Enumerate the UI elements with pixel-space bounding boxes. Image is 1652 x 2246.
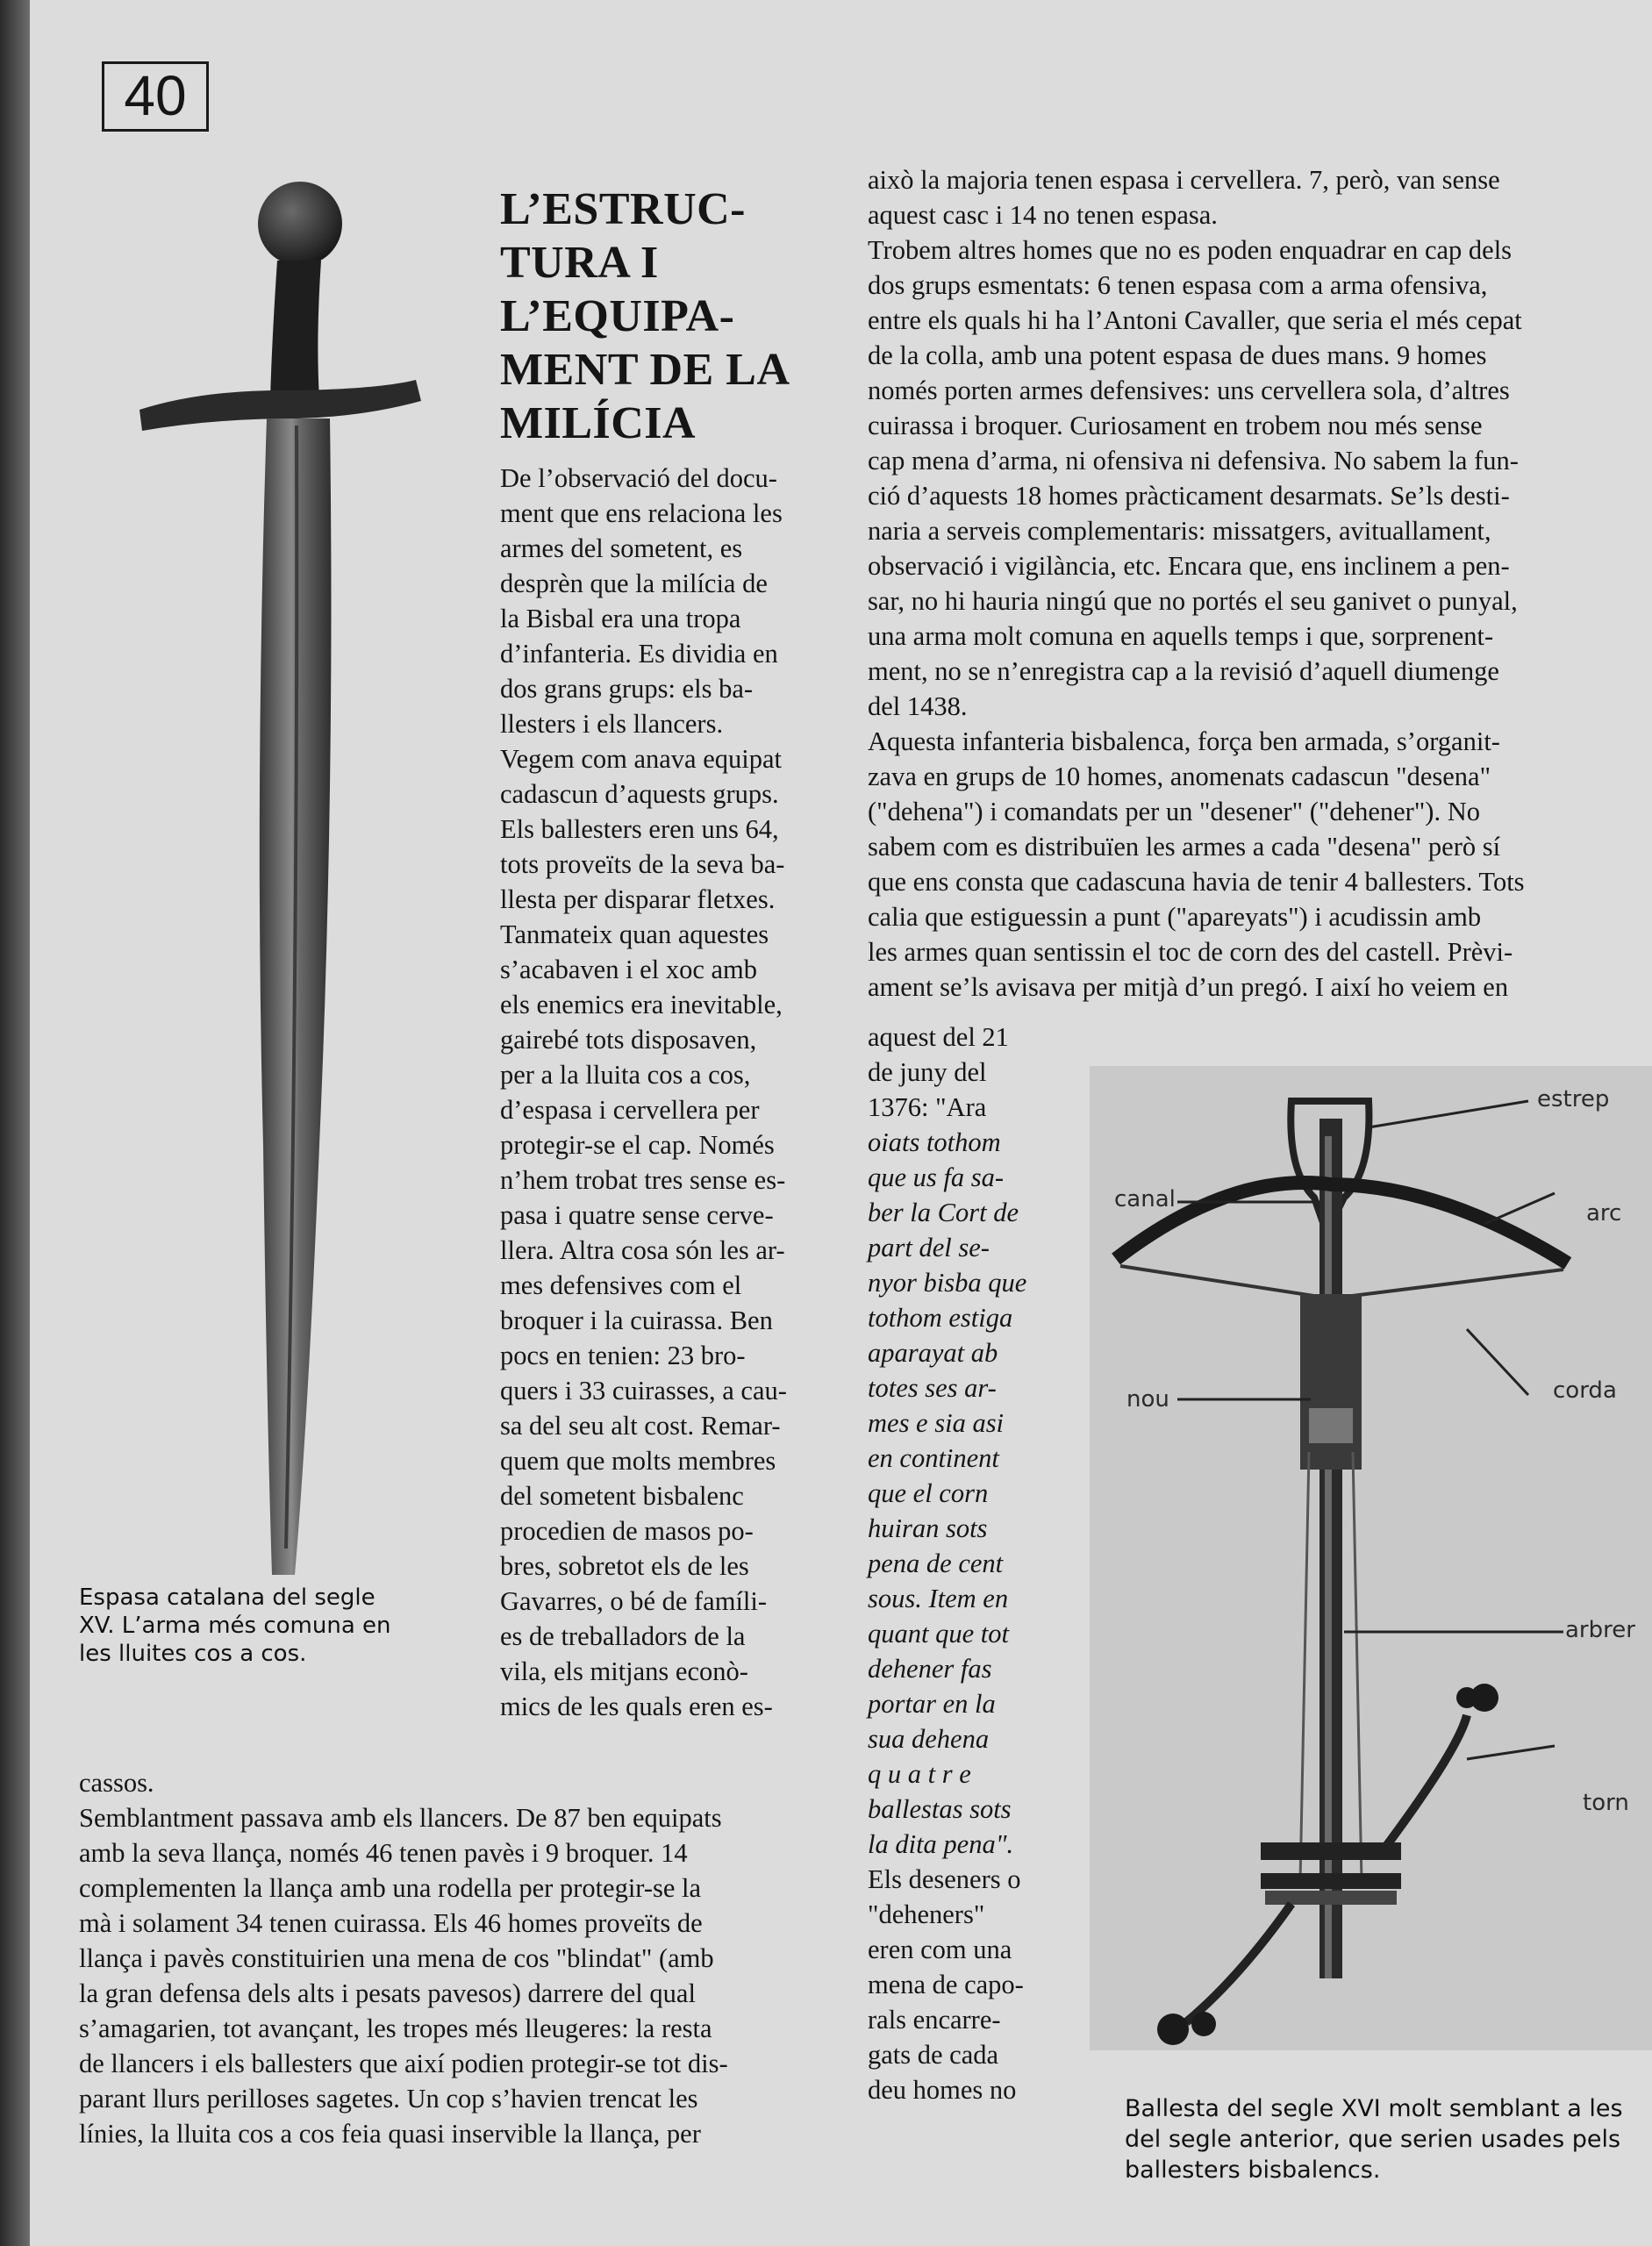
sword-image bbox=[100, 180, 433, 1592]
text-line: per a la lluita cos a cos, bbox=[500, 1060, 751, 1090]
text-line: ("dehena") i comandats per un "desener" ("dehener"). No bbox=[868, 797, 1480, 826]
book-page bbox=[30, 0, 1652, 2246]
label-torn: torn bbox=[1583, 1790, 1629, 1816]
text-line: quers i 33 cuirasses, a cau- bbox=[500, 1376, 787, 1406]
text-line: només porten armes defensives: uns cervellera sola, d’altres bbox=[868, 376, 1510, 405]
text-line: dos grups esmentats: 6 tenen espasa com a arma ofensiva, bbox=[868, 270, 1488, 300]
text-line: ció d’aquests 18 homes pràcticament desarmats. Se’ls desti- bbox=[868, 481, 1510, 511]
text-line: gats de cada bbox=[868, 2040, 999, 2070]
text-line: la Bisbal era una tropa bbox=[500, 604, 741, 633]
text-line: deu homes no bbox=[868, 2075, 1017, 2105]
text-line: sar, no hi hauria ningú que no portés el seu ganivet o punyal, bbox=[868, 586, 1518, 616]
caption-line: ballesters bisbalencs. bbox=[1125, 2157, 1381, 2184]
title-line: MILÍCIA bbox=[500, 398, 697, 448]
text-line: q u a t r e bbox=[868, 1759, 971, 1789]
text-line: naria a serveis complementaris: missatgers, avituallament, bbox=[868, 516, 1491, 546]
text-line: Trobem altres homes que no es poden enquadrar en cap dels bbox=[868, 235, 1513, 265]
text-line: mà i solament 34 tenen cuirassa. Els 46 homes proveïts de bbox=[79, 1908, 703, 1938]
text-line: 1376: "Ara bbox=[868, 1092, 987, 1122]
text-line: de juny del bbox=[868, 1057, 987, 1087]
text-line: llera. Altra cosa són les ar- bbox=[500, 1235, 785, 1265]
text-line: mes defensives com el bbox=[500, 1270, 742, 1300]
text-line: d’espasa i cervellera per bbox=[500, 1095, 760, 1125]
text-line: ment que ens relaciona les bbox=[500, 498, 783, 528]
text-line: broquer i la cuirassa. Ben bbox=[500, 1305, 773, 1335]
text-line: oiats tothom bbox=[868, 1127, 1001, 1157]
label-estrep: estrep bbox=[1537, 1086, 1610, 1112]
text-line: totes ses ar- bbox=[868, 1373, 997, 1403]
text-line: les armes quan sentissin el toc de corn des del castell. Prèvi- bbox=[868, 937, 1513, 967]
text-line: ment, no se n’enregistra cap a la revisió d’aquell diumenge bbox=[868, 656, 1499, 686]
text-line: De l’observació del docu- bbox=[500, 463, 777, 493]
text-line: sa del seu alt cost. Remar- bbox=[500, 1411, 781, 1441]
text-line: desprèn que la milícia de bbox=[500, 569, 768, 598]
right-column-text bbox=[868, 162, 1644, 1005]
text-line: n’hem trobat tres sense es- bbox=[500, 1165, 786, 1195]
caption-line: del segle anterior, que serien usades pels bbox=[1125, 2126, 1621, 2153]
caption-line: Ballesta del segle XVI molt semblant a les bbox=[1125, 2095, 1623, 2122]
text-line: ament se’ls avisava per mitjà d’un pregó. I així ho veiem en bbox=[868, 972, 1509, 1002]
text-line: s’acabaven i el xoc amb bbox=[500, 955, 757, 984]
text-line: aparayat ab bbox=[868, 1338, 998, 1368]
text-line: vila, els mitjans econò- bbox=[500, 1656, 748, 1686]
text-line: Els ballesters eren uns 64, bbox=[500, 814, 779, 844]
text-line: ballestas sots bbox=[868, 1794, 1012, 1824]
text-line: mes e sia asi bbox=[868, 1408, 1005, 1438]
column-2-text bbox=[500, 461, 849, 1724]
text-line: observació i vigilància, etc. Encara que, ens inclinem a pen- bbox=[868, 551, 1510, 581]
text-line: pena de cent bbox=[868, 1549, 1004, 1578]
text-line: part del se- bbox=[868, 1233, 990, 1262]
crossbow-caption bbox=[1125, 2093, 1623, 2185]
text-line: una arma molt comuna en aquells temps i que, sorprenent- bbox=[868, 621, 1494, 651]
text-line: cuirassa i broquer. Curiosament en trobem nou més sense bbox=[868, 411, 1483, 440]
text-line: la gran defensa dels alts i pesats pavesos) darrere del qual bbox=[79, 1978, 696, 2008]
text-line: Semblantment passava amb els llancers. De 87 ben equipats bbox=[79, 1803, 722, 1833]
text-line: dos grans grups: els ba- bbox=[500, 674, 754, 704]
text-line: llesta per disparar fletxes. bbox=[500, 884, 776, 914]
text-line: dehener fas bbox=[868, 1654, 992, 1684]
text-line: d’infanteria. Es dividia en bbox=[500, 639, 778, 669]
title-line: L’EQUIPA- bbox=[500, 291, 735, 341]
page-number: 40 bbox=[102, 61, 209, 132]
text-line: cap mena d’arma, ni ofensiva ni defensiva. No sabem la fun- bbox=[868, 446, 1519, 476]
label-arc: arc bbox=[1586, 1200, 1622, 1227]
text-line: "deheners" bbox=[868, 1899, 985, 1929]
caption-line: Espasa catalana del segle bbox=[79, 1584, 375, 1611]
text-line: calia que estiguessin a punt ("apareyats") i acudissin amb bbox=[868, 902, 1482, 932]
text-line: en continent bbox=[868, 1443, 999, 1473]
text-line: quem que molts membres bbox=[500, 1446, 776, 1476]
label-canal: canal bbox=[1114, 1186, 1176, 1212]
text-line: mics de les quals eren es- bbox=[500, 1692, 773, 1721]
bottom-left-text bbox=[79, 1765, 869, 2151]
text-line: pasa i quatre sense cerve- bbox=[500, 1200, 774, 1230]
text-line: aquest del 21 bbox=[868, 1022, 1009, 1052]
text-line: huiran sots bbox=[868, 1513, 988, 1543]
text-line: la dita pena". bbox=[868, 1829, 1014, 1859]
crossbow-image bbox=[1090, 1066, 1652, 2050]
text-line: els enemics era inevitable, bbox=[500, 990, 783, 1019]
text-line: tots proveïts de la seva ba- bbox=[500, 849, 785, 879]
caption-line: XV. L’arma més comuna en bbox=[79, 1613, 391, 1639]
text-line: Vegem com anava equipat bbox=[500, 744, 782, 774]
article-title bbox=[500, 182, 869, 450]
text-line: que el corn bbox=[868, 1478, 989, 1508]
text-line: armes del sometent, es bbox=[500, 533, 743, 563]
text-line: entre els quals hi ha l’Antoni Cavaller, que seria el més cepat bbox=[868, 305, 1522, 335]
text-line: eren com una bbox=[868, 1935, 1012, 1964]
label-corda: corda bbox=[1553, 1377, 1617, 1404]
text-line: protegir-se el cap. Només bbox=[500, 1130, 775, 1160]
text-line: quant que tot bbox=[868, 1619, 1009, 1649]
page-spine-shadow bbox=[0, 0, 30, 2246]
text-line: llesters i els llancers. bbox=[500, 709, 724, 739]
text-line: amb la seva llança, només 46 tenen pavès i 9 broquer. 14 bbox=[79, 1838, 688, 1868]
text-line: sua dehena bbox=[868, 1724, 990, 1754]
text-line: del sometent bisbalenc bbox=[500, 1481, 744, 1511]
text-line: que us fa sa- bbox=[868, 1162, 1005, 1192]
text-line: del 1438. bbox=[868, 691, 968, 721]
text-line: complementen la llança amb una rodella per protegir-se la bbox=[79, 1873, 702, 1903]
text-line: pocs en tenien: 23 bro- bbox=[500, 1341, 746, 1370]
text-line: Gavarres, o bé de famíli- bbox=[500, 1586, 768, 1616]
text-line: tothom estiga bbox=[868, 1303, 1013, 1333]
text-line: ber la Cort de bbox=[868, 1198, 1019, 1227]
text-line: gairebé tots disposaven, bbox=[500, 1025, 757, 1055]
text-line: aquest casc i 14 no tenen espasa. bbox=[868, 200, 1218, 230]
text-line: això la majoria tenen espasa i cervellera. 7, però, van sense bbox=[868, 165, 1500, 195]
text-line: mena de capo- bbox=[868, 1970, 1024, 1999]
text-line: zava en grups de 10 homes, anomenats cadascun "desena" bbox=[868, 762, 1491, 791]
quote-column-text bbox=[868, 1019, 1087, 2107]
title-line: L’ESTRUC- bbox=[500, 184, 746, 234]
title-line: MENT DE LA bbox=[500, 345, 790, 395]
text-line: es de treballadors de la bbox=[500, 1621, 746, 1651]
text-line: sous. Item en bbox=[868, 1584, 1009, 1613]
text-line: línies, la lluita cos a cos feia quasi inservible la llança, per bbox=[79, 2119, 701, 2149]
text-line: llança i pavès constituirien una mena de cos "blindat" (amb bbox=[79, 1943, 714, 1973]
text-line: rals encarre- bbox=[868, 2005, 1001, 2035]
title-line: TURA I bbox=[500, 238, 659, 288]
text-line: de la colla, amb una potent espasa de dues mans. 9 homes bbox=[868, 340, 1487, 370]
sword-caption bbox=[79, 1584, 391, 1668]
label-nou: nou bbox=[1126, 1386, 1169, 1413]
text-line: sabem com es distribuïen les armes a cada "desena" però sí bbox=[868, 832, 1501, 862]
text-line: Aquesta infanteria bisbalenca, força ben armada, s’organit- bbox=[868, 726, 1500, 756]
text-line: nyor bisba que bbox=[868, 1268, 1027, 1298]
label-arbrer: arbrer bbox=[1565, 1617, 1635, 1643]
text-line: Tanmateix quan aquestes bbox=[500, 919, 769, 949]
text-line: de llancers i els ballesters que així podien protegir-se tot dis- bbox=[79, 2049, 728, 2078]
text-line: Els deseners o bbox=[868, 1864, 1021, 1894]
text-line: que ens consta que cadascuna havia de tenir 4 ballesters. Tots bbox=[868, 867, 1525, 897]
text-line: bres, sobretot els de les bbox=[500, 1551, 749, 1581]
text-line: parant llurs perilloses sagetes. Un cop s’havien trencat les bbox=[79, 2084, 698, 2114]
caption-line: les lluites cos a cos. bbox=[79, 1641, 307, 1667]
text-line: portar en la bbox=[868, 1689, 996, 1719]
text-line: s’amagarien, tot avançant, les tropes més lleugeres: la resta bbox=[79, 2014, 712, 2043]
text-line: cadascun d’aquests grups. bbox=[500, 779, 779, 809]
text-line: cassos. bbox=[79, 1768, 154, 1798]
text-line: procedien de masos po- bbox=[500, 1516, 754, 1546]
